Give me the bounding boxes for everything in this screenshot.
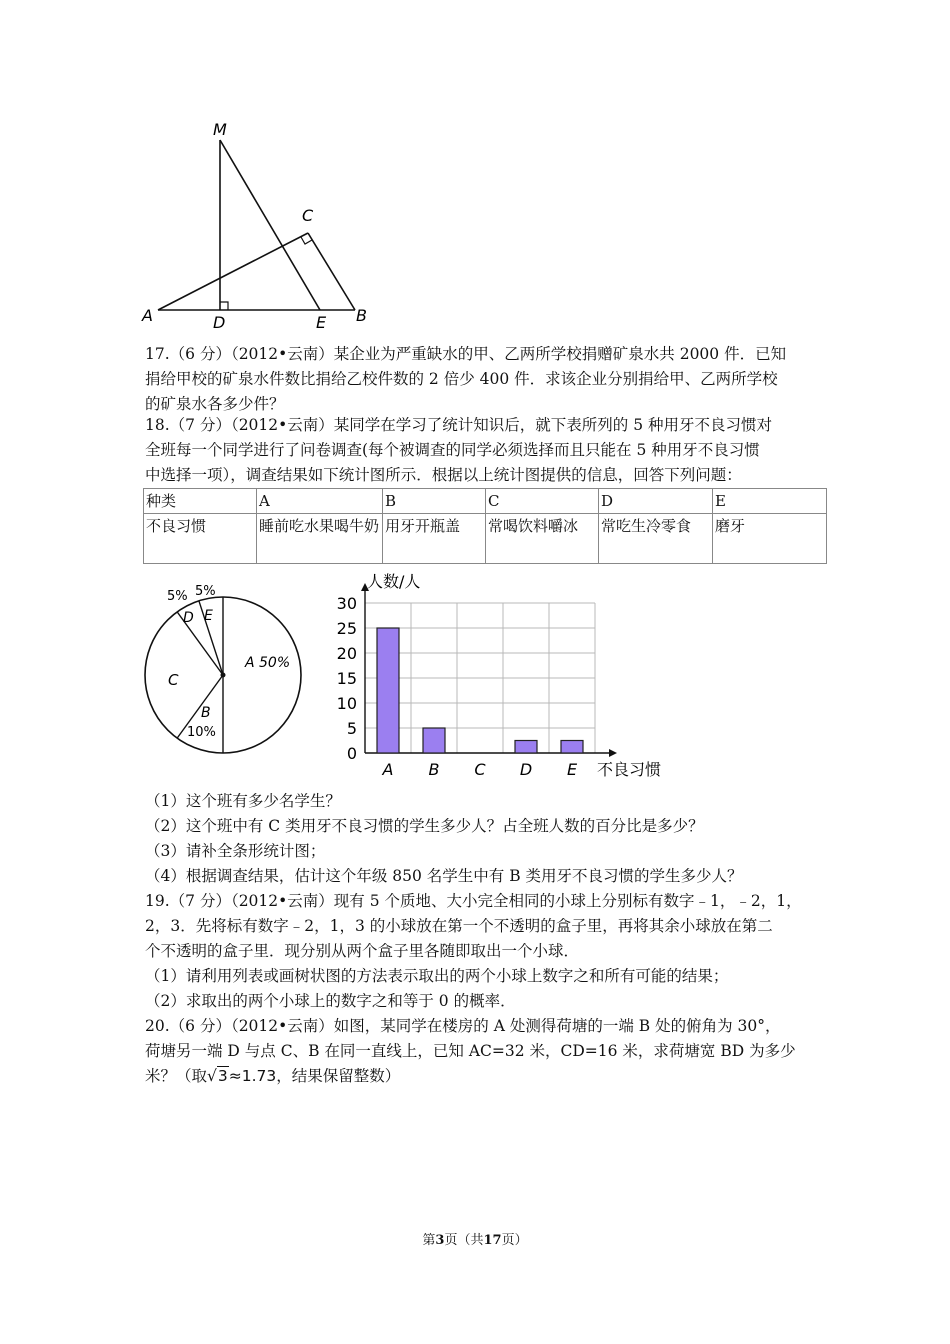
y-tick-label: 20	[336, 644, 357, 663]
x-tick-label-d: D	[519, 760, 533, 779]
q20-line-start: 米？（取	[145, 1067, 208, 1085]
segment-cb	[308, 233, 355, 310]
x-axis-label: 不良习惯	[597, 760, 662, 779]
right-angle-d	[220, 302, 228, 310]
table-header-row	[144, 489, 827, 514]
table-cell: 磨牙	[713, 514, 827, 564]
q17-line: 17.（6 分）（2012•云南）某企业为严重缺水的甲、乙两所学校捐赠矿泉水共 2000 件．已知	[145, 345, 787, 363]
question-18	[145, 413, 815, 488]
y-axis-label: 人数/人	[367, 572, 421, 591]
label-c: C	[302, 206, 314, 225]
pie-label-e-pct: 5%	[195, 584, 216, 599]
q19-line: （2）求取出的两个小球上的数字之和等于 0 的概率．	[145, 992, 516, 1010]
footer-prefix: 第	[422, 1233, 436, 1248]
q17-line: 的矿泉水各多少件？	[145, 395, 285, 413]
table-cell: A	[257, 489, 383, 514]
label-e: E	[316, 313, 327, 332]
pie-center-dot	[221, 673, 226, 678]
table-cell: 不良习惯	[144, 514, 257, 564]
label-d: D	[213, 313, 226, 332]
pie-label-c: C	[168, 671, 179, 689]
q20-line	[145, 1064, 815, 1089]
table-row	[144, 514, 827, 564]
q20-line-tail: ，结果保留整数）	[276, 1067, 401, 1085]
x-tick-label-e: E	[566, 760, 578, 779]
bar-a	[377, 628, 399, 753]
y-tick-label: 0	[346, 744, 357, 763]
footer-mid: 页（共	[444, 1233, 484, 1248]
footer-page-number: 3	[435, 1233, 445, 1248]
q19-line: 个不透明的盒子里．现分别从两个盒子里各随即取出一个小球．	[145, 942, 580, 960]
bar-chart	[330, 568, 680, 783]
table-cell: E	[713, 489, 827, 514]
y-tick-label: 5	[346, 719, 357, 738]
q18-item: （3）请补全条形统计图；	[145, 842, 326, 860]
page-footer	[0, 1229, 950, 1248]
pie-chart	[135, 575, 310, 760]
pie-label-b: B	[201, 705, 211, 721]
x-tick-label-a: A	[382, 760, 394, 779]
segment-ac	[158, 233, 308, 310]
q18-line: 18.（7 分）（2012•云南）某同学在学习了统计知识后，就下表所列的 5 种用牙不良习惯对	[145, 416, 772, 434]
q18-item: （1）这个班有多少名学生？	[145, 792, 341, 810]
q18-line: 全班每一个同学进行了问卷调查(每个被调查的同学必须选择而且只能在 5 种用牙不良习惯	[145, 441, 760, 459]
bar-d	[515, 741, 537, 754]
x-tick-label-c: C	[474, 760, 486, 779]
q20-line: 荷塘另一端 D 与点 C、B 在同一直线上，已知 AC=32 米，CD=16 米，求荷塘宽 BD 为多少	[145, 1042, 796, 1060]
question-19	[145, 889, 815, 1014]
table-cell: 种类	[144, 489, 257, 514]
q17-line: 捐给甲校的矿泉水件数比捐给乙校件数的 2 倍少 400 件．求该企业分别捐给甲、乙两所学校	[145, 370, 778, 388]
table-cell: D	[599, 489, 713, 514]
table-cell: B	[383, 489, 486, 514]
x-axis-arrow	[609, 749, 617, 757]
q18-line: 中选择一项），调查结果如下统计图所示．根据以上统计图提供的信息，回答下列问题：	[145, 466, 742, 484]
question-20	[145, 1014, 815, 1089]
table-cell: C	[486, 489, 599, 514]
question-17	[145, 342, 815, 417]
q19-line: （1）请利用列表或画树状图的方法表示取出的两个小球上数字之和所有可能的结果；	[145, 967, 729, 985]
bar-b	[423, 728, 445, 753]
table-cell: 常吃生冷零食	[599, 514, 713, 564]
pie-label-b-pct: 10%	[187, 725, 216, 740]
table-cell: 用牙开瓶盖	[383, 514, 486, 564]
sqrt-expression: √3≈1.73	[207, 1067, 277, 1085]
x-tick-label-b: B	[428, 760, 440, 779]
pie-label-e: E	[204, 608, 213, 624]
pie-label-a: A 50%	[245, 655, 291, 671]
approx-value: ≈1.73	[228, 1067, 277, 1085]
q20-line: 20.（6 分）（2012•云南）如图，某同学在楼房的 A 处测得荷塘的一端 B 处的俯角为 30°，	[145, 1017, 781, 1035]
footer-suffix: 页）	[501, 1233, 528, 1248]
habits-table	[143, 488, 827, 564]
label-a: A	[142, 306, 153, 325]
y-tick-label: 10	[336, 694, 357, 713]
sqrt-radicand: 3	[217, 1067, 228, 1085]
pie-label-d-pct: 5%	[167, 589, 188, 604]
y-tick-label: 25	[336, 619, 357, 638]
y-tick-label: 15	[336, 669, 357, 688]
q19-line: 19.（7 分）（2012•云南）现有 5 个质地、大小完全相同的小球上分别标有数字﹣1，﹣2，1，	[145, 892, 802, 910]
segment-me	[220, 140, 320, 310]
footer-total-pages: 17	[483, 1233, 502, 1248]
geometry-figure	[130, 115, 390, 340]
q18-item: （4）根据调查结果，估计这个年级 850 名学生中有 B 类用牙不良习惯的学生多少人？	[145, 867, 743, 885]
q19-line: 2，3．先将标有数字﹣2，1，3 的小球放在第一个不透明的盒子里，再将其余小球放在第二	[145, 917, 773, 935]
bar-e	[561, 741, 583, 754]
table-cell: 睡前吃水果喝牛奶	[257, 514, 383, 564]
label-b: B	[356, 306, 367, 325]
question-18-items	[145, 789, 815, 889]
pie-label-d: D	[183, 610, 194, 626]
q18-item: （2）这个班中有 C 类用牙不良习惯的学生多少人？占全班人数的百分比是多少？	[145, 817, 704, 835]
table-cell: 常喝饮料嚼冰	[486, 514, 599, 564]
label-m: M	[213, 120, 227, 139]
y-tick-label: 30	[336, 594, 357, 613]
